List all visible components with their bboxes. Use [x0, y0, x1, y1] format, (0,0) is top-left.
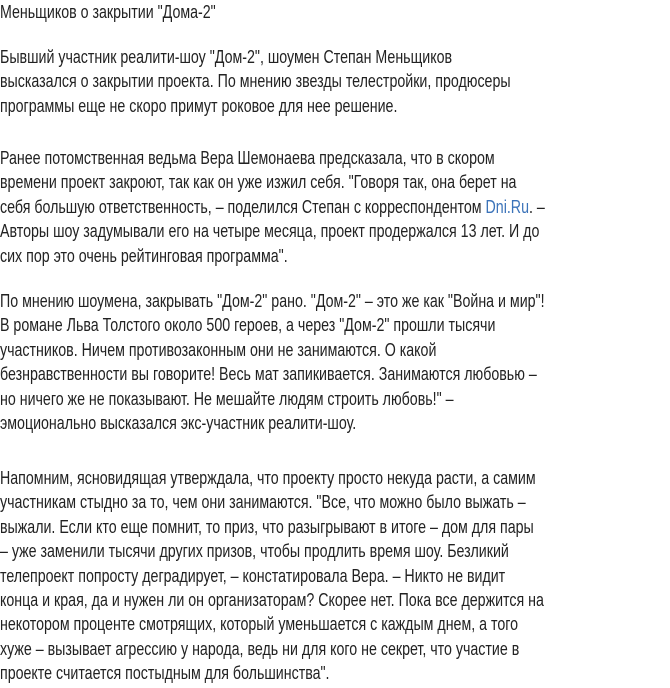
text-segment: себя большую ответственность, – поделился Степан с корреспондентом — [0, 196, 486, 217]
text-line: участникам стыдно за то, чем они занимаются. "Все, что можно было выжать – — [0, 492, 526, 513]
text-line-with-link — [0, 195, 545, 219]
text-line: программы еще не скоро примут роковое для нее решение. — [0, 95, 398, 116]
text-line: некотором проценте смотрящих, который уменьшается с каждым днем, а того — [0, 614, 519, 635]
paragraph-3 — [0, 289, 545, 435]
text-line: сих пор это очень рейтинговая программа". — [0, 245, 288, 266]
text-line: По мнению шоумена, закрывать "Дом-2" рано. "Дом-2" – это же как "Война и мир"! — [0, 291, 545, 311]
text-segment: . – — [528, 196, 545, 217]
text-line: выжали. Если кто еще помнит, то приз, что разыгрывают в итоге – дом для пары — [0, 516, 534, 537]
article-title: Меньщиков о закрытии "Дома-2" — [0, 2, 216, 22]
text-line: участников. Ничем противозаконным они не занимаются. О какой — [0, 339, 437, 360]
text-line: Напомним, ясновидящая утверждала, что проекту просто некуда расти, а самим — [0, 468, 536, 488]
text-line: телепроект попросту деградирует, – констатировала Вера. – Никто не видит — [0, 565, 506, 586]
text-line: конца и края, да и нужен ли он организаторам? Скорее нет. Пока все держится на — [0, 589, 544, 610]
paragraph-4 — [0, 466, 544, 686]
text-line: В романе Льва Толстого около 500 героев, а через "Дом-2" прошли тысячи — [0, 315, 496, 336]
text-line: Бывший участник реалити-шоу "Дом-2", шоумен Степан Меньщиков — [0, 47, 453, 67]
paragraph-2 — [0, 146, 545, 268]
text-line: Ранее потомственная ведьма Вера Шемонаева предсказала, что в скором — [0, 148, 495, 168]
text-line: высказался о закрытии проекта. По мнению звезды телестройки, продюсеры — [0, 71, 511, 92]
text-line: Авторы шоу задумывали его на четыре месяца, проект продержался 13 лет. И до — [0, 221, 540, 242]
text-line: проекте считается постыдным для большинства". — [0, 663, 330, 684]
text-line: – уже заменили тысячи других призов, чтобы продлить время шоу. Безликий — [0, 541, 509, 562]
text-line: безнравственности вы говорите! Весь мат запикивается. Занимаются любовью – — [0, 364, 537, 385]
text-line: но ничего же не показывают. Не мешайте людям строить любовь!" – — [0, 388, 454, 409]
text-line: хуже – вызывает агрессию у народа, ведь ни для кого не секрет, что участие в — [0, 638, 520, 659]
text-line: времени проект закроют, так как он уже изжил себя. "Говоря так, она берет на — [0, 172, 517, 193]
text-line: эмоционально высказался экс-участник реалити-шоу. — [0, 412, 357, 433]
paragraph-1 — [0, 45, 511, 118]
dni-ru-link[interactable]: Dni.Ru — [485, 196, 529, 217]
